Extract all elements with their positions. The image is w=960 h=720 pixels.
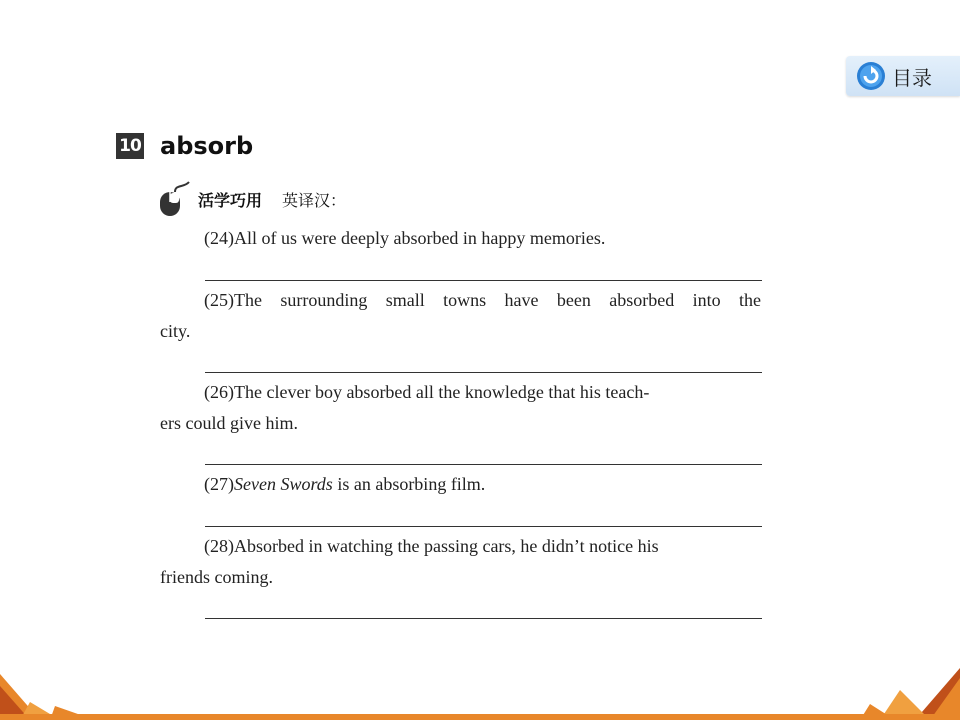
answer-line-26[interactable] xyxy=(205,464,762,465)
refresh-circle-icon xyxy=(856,61,886,91)
sentence-28-line-1 xyxy=(204,535,761,557)
sentence-25-line-2: city. xyxy=(160,321,191,341)
sentence-text: The surrounding small towns have been absorbed into the xyxy=(234,290,761,310)
sentence-text: Absorbed in watching the passing cars, he didn’t notice his xyxy=(234,536,659,556)
exercise-title: 活学巧用 xyxy=(198,190,263,210)
section-heading xyxy=(116,132,253,160)
sentence-25-line-1 xyxy=(204,289,761,311)
film-title: Seven Swords xyxy=(234,474,333,494)
sentence-text: The clever boy absorbed all the knowledge that his teach- xyxy=(234,382,650,402)
answer-line-27[interactable] xyxy=(205,526,762,527)
sentence-28-line-2: friends coming. xyxy=(160,567,273,587)
sentence-26-line-2: ers could give him. xyxy=(160,413,298,433)
toc-label: 目录 xyxy=(892,65,932,90)
bottom-accent-bar xyxy=(0,714,960,720)
answer-line-24[interactable] xyxy=(205,280,762,281)
item-number: (24) xyxy=(204,228,234,248)
item-number: (26) xyxy=(204,382,234,402)
toc-button[interactable] xyxy=(846,56,960,96)
sentence-text: is an absorbing film. xyxy=(332,474,486,494)
item-number: (28) xyxy=(204,536,234,556)
mouse-icon xyxy=(158,180,192,218)
item-number: (27) xyxy=(204,474,234,494)
sentence-26-line-1 xyxy=(204,381,761,403)
sentence-text: All of us were deeply absorbed in happy memories. xyxy=(234,228,606,248)
item-number: (25) xyxy=(204,290,234,310)
exercise-subheading xyxy=(158,180,346,218)
corner-decoration-right xyxy=(860,668,960,720)
exercise-instruction: 英译汉： xyxy=(282,190,347,210)
sentence-27 xyxy=(204,473,485,495)
section-number-badge: 10 xyxy=(116,133,144,159)
corner-decoration-left xyxy=(0,666,100,720)
sentence-24 xyxy=(204,227,605,249)
vocab-word: absorb xyxy=(160,132,254,160)
answer-line-28[interactable] xyxy=(205,618,762,619)
answer-line-25[interactable] xyxy=(205,372,762,373)
